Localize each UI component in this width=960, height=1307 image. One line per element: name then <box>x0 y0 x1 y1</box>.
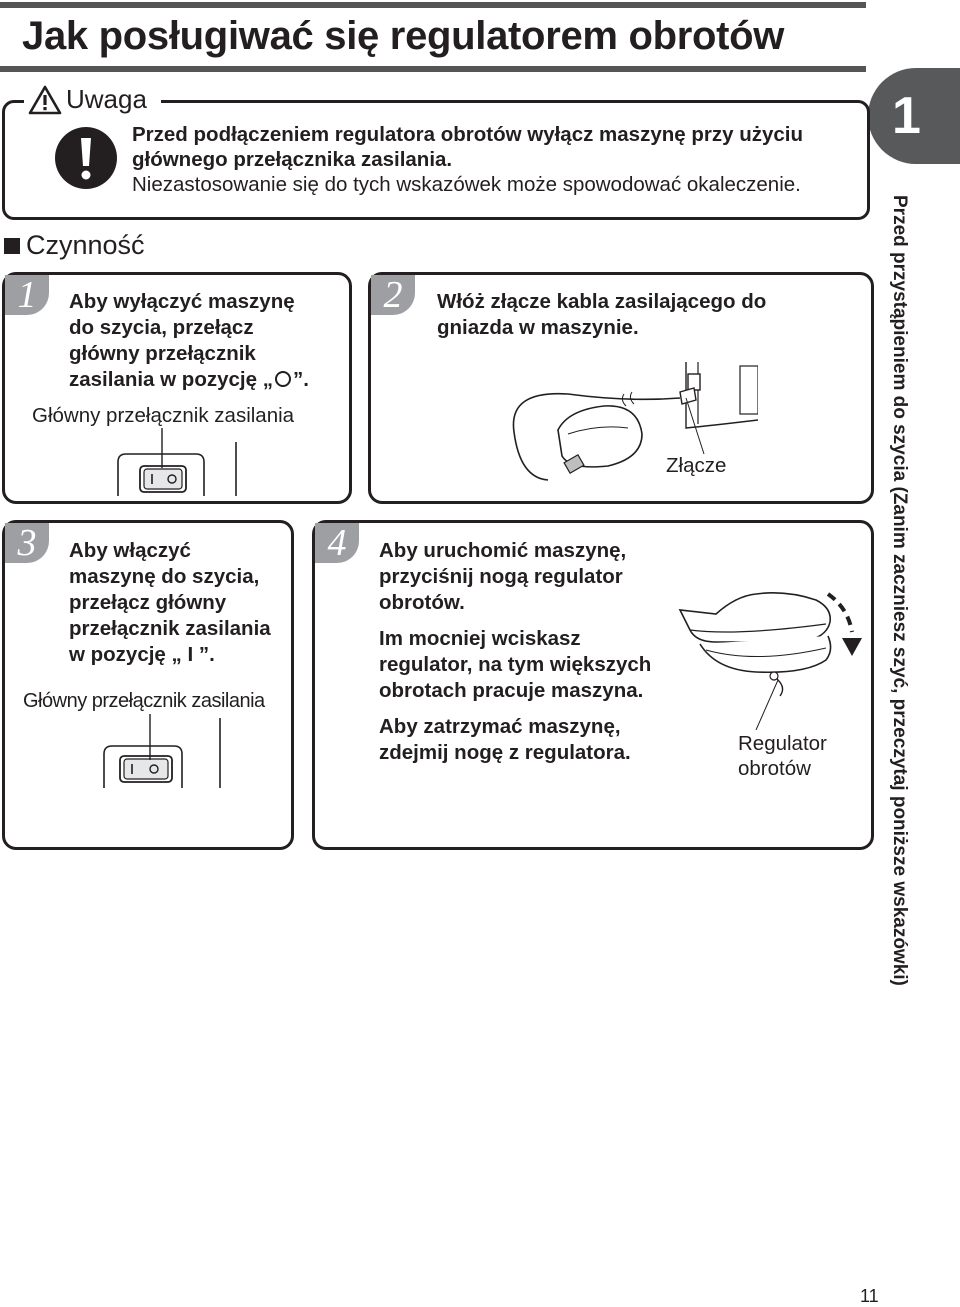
step-3-line-5: w pozycję „ I ”. <box>69 643 215 666</box>
step-3-line-2: maszynę do szycia, <box>69 565 260 588</box>
step-1-line-2: do szycia, przełącz <box>69 316 254 339</box>
exclamation-icon <box>54 126 118 190</box>
caution-heading-label: Uwaga <box>66 84 147 114</box>
foot-pressing-controller-illustration <box>676 580 868 730</box>
step-4-p1-line-3: obrotów. <box>379 591 465 614</box>
page-number: 11 <box>860 1286 879 1306</box>
step-1-line-4-text: zasilania w pozycję „ <box>69 368 273 391</box>
step-3-line-4: przełącznik zasilania <box>69 617 271 640</box>
step-4-p3-line-1: Aby zatrzymać maszynę, <box>379 715 621 738</box>
step-2-line-2: gniazda w maszynie. <box>437 316 639 339</box>
step-4-caption <box>738 731 827 781</box>
step-4-p1-line-2: przyciśnij nogą regulator <box>379 565 623 588</box>
title-underline <box>0 66 866 72</box>
step-1-line-4-end: ”. <box>292 368 309 391</box>
power-switch-on-illustration <box>96 714 236 790</box>
step-4-p1-line-1: Aby uruchomić maszynę, <box>379 539 627 562</box>
step-4-p2-line-1: Im mocniej wciskasz <box>379 627 581 650</box>
step-4-number: 4 <box>315 523 359 563</box>
top-rule <box>0 2 866 8</box>
step-4-caption-line-1: Regulator <box>738 732 827 755</box>
step-1-number: 1 <box>5 275 49 315</box>
warning-triangle-icon <box>28 85 62 115</box>
caution-line-3: Niezastosowanie się do tych wskazówek może spowodować okaleczenie. <box>132 173 801 196</box>
step-3-line-1: Aby włączyć <box>69 539 191 562</box>
caution-text <box>132 122 872 197</box>
section-heading <box>4 230 145 261</box>
square-bullet-icon <box>4 238 20 254</box>
chapter-number: 1 <box>892 87 921 145</box>
step-1-text <box>69 289 349 393</box>
step-4-p2-line-3: obrotach pracuje maszyna. <box>379 679 644 702</box>
step-1-line-4 <box>69 367 349 393</box>
step-4-p3-line-2: zdejmij nogę z regulatora. <box>379 741 631 764</box>
step-3-text <box>69 538 293 668</box>
step-1-caption: Główny przełącznik zasilania <box>32 404 295 427</box>
step-2-text <box>437 289 857 341</box>
chapter-side-label: Przed przystąpieniem do szycia (Zanim zaczniesz szyć, przeczytaj poniższe wskazówki) <box>889 195 910 986</box>
step-4-caption-line-2: obrotów <box>738 757 811 780</box>
caution-line-1: Przed podłączeniem regulatora obrotów wyłącz maszynę przy użyciu <box>132 123 803 146</box>
step-2-number: 2 <box>371 275 415 315</box>
step-4-text <box>379 538 699 766</box>
caution-heading <box>24 84 161 115</box>
step-2-line-1: Włóż złącze kabla zasilającego do <box>437 290 767 313</box>
step-4-p2-line-2: regulator, na tym większych <box>379 653 652 676</box>
step-3-caption: Główny przełącznik zasilania <box>23 690 265 712</box>
caution-line-2: głównego przełącznika zasilania. <box>132 148 453 171</box>
chapter-tab <box>868 68 960 164</box>
step-1-line-1: Aby wyłączyć maszynę <box>69 290 295 313</box>
step-3-number: 3 <box>5 523 49 563</box>
step-3-line-3: przełącz główny <box>69 591 227 614</box>
page-title: Jak posługiwać się regulatorem obrotów <box>22 14 785 58</box>
step-1-line-3: główny przełącznik <box>69 342 256 365</box>
section-heading-label: Czynność <box>26 230 145 260</box>
step-2-caption: Złącze <box>666 454 727 477</box>
power-switch-off-illustration <box>110 428 250 498</box>
off-circle-icon <box>274 370 292 388</box>
